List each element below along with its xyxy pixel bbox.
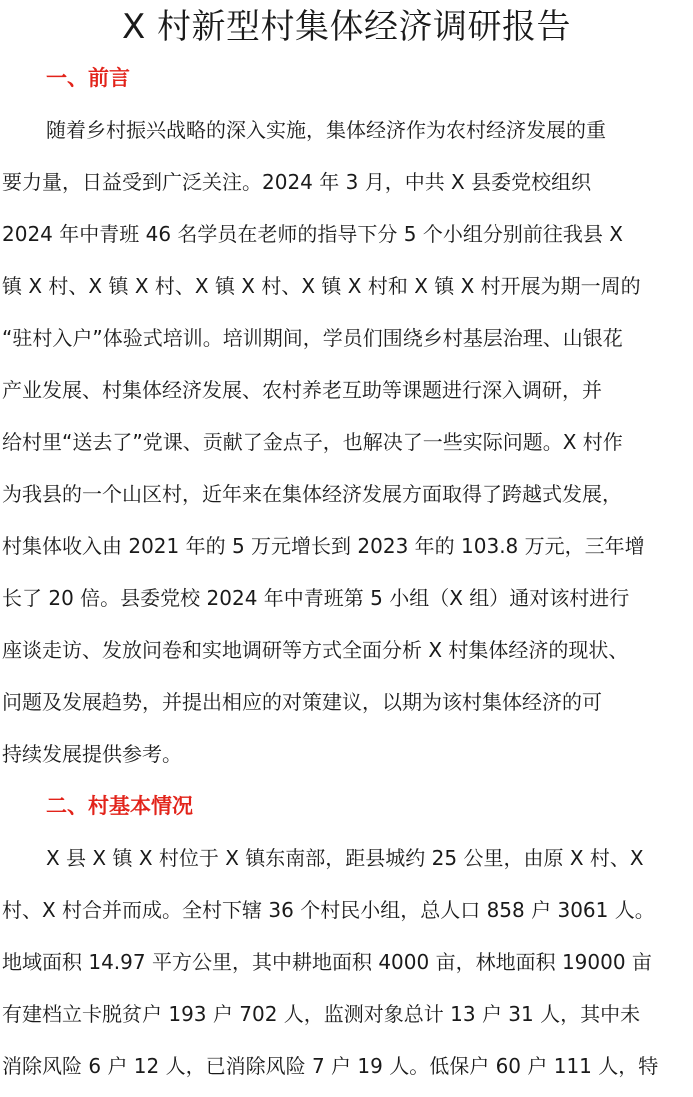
paragraph-line: 问题及发展趋势，并提出相应的对策建议，以期为该村集体经济的可	[2, 690, 602, 714]
report-title: X 村新型村集体经济调研报告	[121, 7, 572, 47]
paragraph-line: 为我县的一个山区村，近年来在集体经济发展方面取得了跨越式发展，	[2, 482, 622, 506]
paragraph-line: 随着乡村振兴战略的深入实施，集体经济作为农村经济发展的重	[46, 118, 606, 142]
paragraph-line: X 县 X 镇 X 村位于 X 镇东南部，距县城约 25 公里，由原 X 村、X	[46, 846, 644, 870]
paragraph-line: 座谈走访、发放问卷和实地调研等方式全面分析 X 村集体经济的现状、	[2, 638, 629, 662]
paragraph-line: 持续发展提供参考。	[2, 742, 182, 766]
paragraph-line: 有建档立卡脱贫户 193 户 702 人，监测对象总计 13 户 31 人，其中未	[2, 1002, 641, 1026]
section-heading-preface: 一、前言	[46, 66, 130, 90]
paragraph-line: 给村里“送去了”党课、贡献了金点子，也解决了一些实际问题。X 村作	[2, 430, 623, 454]
paragraph-line: 村、X 村合并而成。全村下辖 36 个村民小组，总人口 858 户 3061 人。	[2, 898, 655, 922]
paragraph-line: 2024 年中青班 46 名学员在老师的指导下分 5 个小组分别前往我县 X	[2, 222, 623, 246]
paragraph-line: 消除风险 6 户 12 人，已消除风险 7 户 19 人。低保户 60 户 111 人，特	[2, 1054, 659, 1078]
section-heading-village-basics: 二、村基本情况	[46, 794, 193, 818]
paragraph-line: 要力量，日益受到广泛关注。2024 年 3 月，中共 X 县委党校组织	[2, 170, 592, 194]
paragraph-line: 长了 20 倍。县委党校 2024 年中青班第 5 小组（X 组）通对该村进行	[2, 586, 630, 610]
paragraph-line: 镇 X 村、X 镇 X 村、X 镇 X 村、X 镇 X 村和 X 镇 X 村开展为期一周的	[2, 274, 641, 298]
paragraph-line: 地域面积 14.97 平方公里，其中耕地面积 4000 亩，林地面积 19000 亩	[2, 950, 652, 974]
paragraph-line: 产业发展、村集体经济发展、农村养老互助等课题进行深入调研，并	[2, 378, 602, 402]
paragraph-line: “驻村入户”体验式培训。培训期间，学员们围绕乡村基层治理、山银花	[2, 326, 623, 350]
paragraph-line: 村集体收入由 2021 年的 5 万元增长到 2023 年的 103.8 万元，三年增	[2, 534, 645, 558]
